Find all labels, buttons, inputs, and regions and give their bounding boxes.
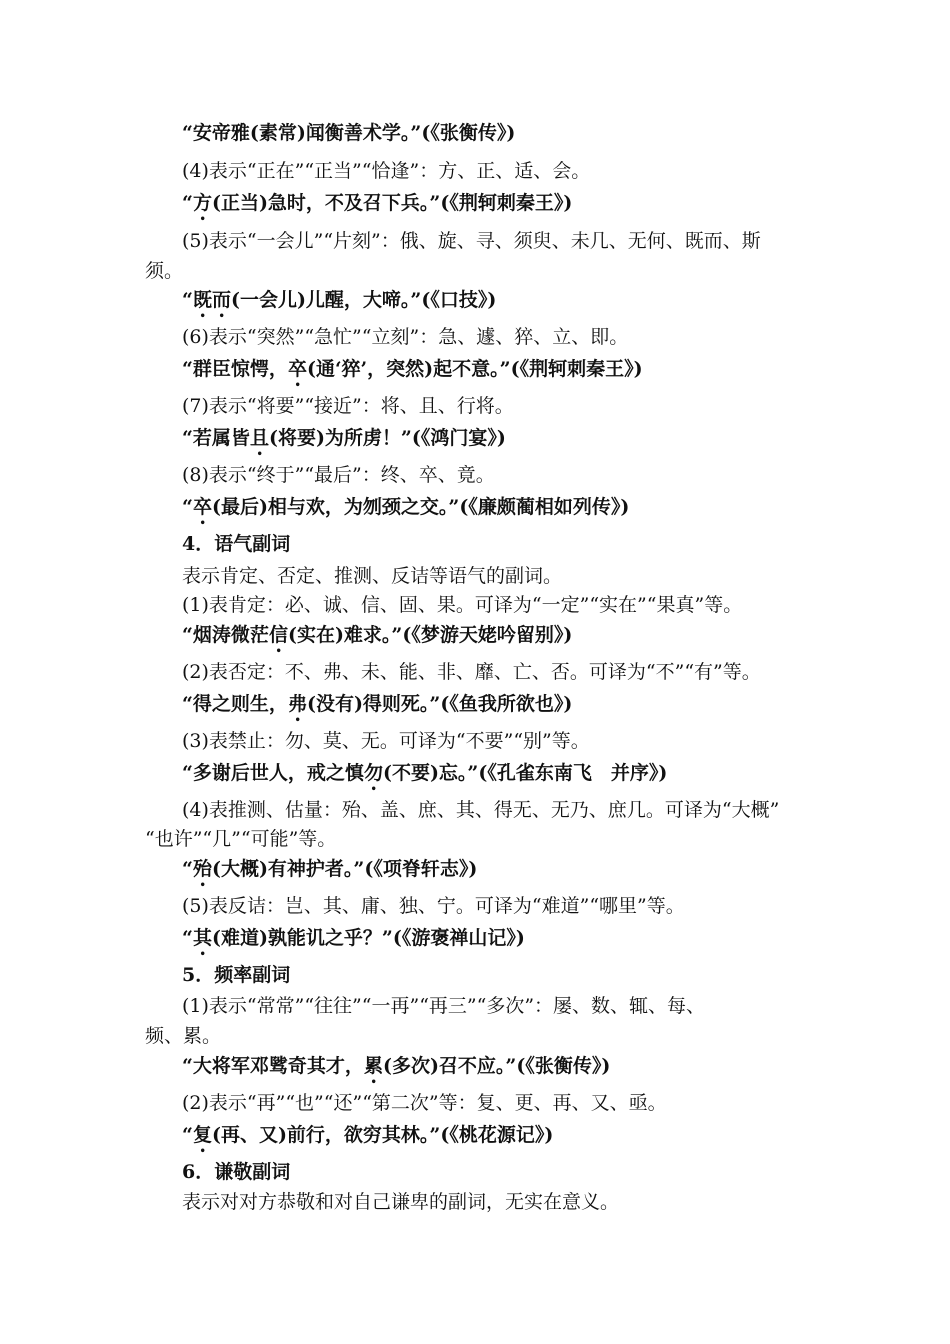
emphasized-word: 复 bbox=[192, 1124, 212, 1146]
text-line: (3)表禁止：勿、莫、无。可译为“不要”“别”等。 bbox=[182, 730, 590, 752]
text-line: (1)表肯定：必、诚、信、固、果。可译为“一定”“实在”“果真”等。 bbox=[182, 594, 743, 616]
emphasized-word: 卒 bbox=[287, 358, 307, 380]
example-line: “复(再、又)前行，欲穷其林。”(《桃花源记》) bbox=[182, 1124, 554, 1146]
text-line: (5)表反诘：岂、其、庸、独、宁。可译为“难道”“哪里”等。 bbox=[182, 895, 685, 917]
example-line: “烟涛微茫信(实在)难求。”(《梦游天姥吟留别》) bbox=[182, 624, 573, 646]
emphasized-word: 累 bbox=[363, 1055, 383, 1077]
emphasized-word: 殆 bbox=[192, 858, 212, 880]
example-line: “安帝雅(素常)闻衡善术学。”(《张衡传》) bbox=[182, 122, 516, 144]
example-line: “其(难道)孰能讥之乎？”(《游褒禅山记》) bbox=[182, 927, 525, 949]
example-line: “卒(最后)相与欢，为刎颈之交。”(《廉颇蔺相如列传》) bbox=[182, 496, 630, 518]
emphasized-word: 其 bbox=[192, 927, 212, 949]
section-heading: 4．语气副词 bbox=[182, 533, 291, 555]
text-line: 表示肯定、否定、推测、反诘等语气的副词。 bbox=[182, 565, 563, 587]
emphasized-word: 且 bbox=[249, 427, 269, 449]
text-line: 频、累。 bbox=[145, 1025, 222, 1047]
emphasized-word: 弗 bbox=[287, 693, 307, 715]
text-line: (4)表示“正在”“正当”“恰逢”：方、正、适、会。 bbox=[182, 160, 591, 182]
text-line: (1)表示“常常”“往往”“一再”“再三”“多次”：屡、数、辄、每、 bbox=[182, 995, 706, 1017]
text-line: 表示对对方恭敬和对自己谦卑的副词，无实在意义。 bbox=[182, 1191, 620, 1213]
example-line: “殆(大概)有神护者。”(《项脊轩志》) bbox=[182, 858, 478, 880]
text-line: “也许”“几”“可能”等。 bbox=[145, 828, 337, 850]
example-line: “方(正当)急时，不及召下兵。”(《荆轲刺秦王》) bbox=[182, 192, 573, 214]
section-heading: 6．谦敬副词 bbox=[182, 1161, 291, 1183]
example-line: “群臣惊愕，卒(通‘猝’，突然)起不意。”(《荆轲刺秦王》) bbox=[182, 358, 643, 380]
example-line: “若属皆且(将要)为所虏！”(《鸿门宴》) bbox=[182, 427, 506, 449]
emphasized-word: 方 bbox=[192, 192, 212, 214]
example-line: “既而(一会儿)儿醒，大啼。”(《口技》) bbox=[182, 289, 497, 311]
emphasized-word: 信 bbox=[268, 624, 288, 646]
text-line: (4)表推测、估量：殆、盖、庶、其、得无、无乃、庶几。可译为“大概” bbox=[182, 799, 780, 821]
example-line: “大将军邓骘奇其才，累(多次)召不应。”(《张衡传》) bbox=[182, 1055, 611, 1077]
example-line: “多谢后世人，戒之慎勿(不要)忘。”(《孔雀东南飞 并序》) bbox=[182, 762, 668, 784]
emphasized-word: 卒 bbox=[192, 496, 212, 518]
text-line: (6)表示“突然”“急忙”“立刻”：急、遽、猝、立、即。 bbox=[182, 326, 629, 348]
text-line: 须。 bbox=[145, 260, 184, 282]
text-line: (8)表示“终于”“最后”：终、卒、竟。 bbox=[182, 464, 495, 486]
text-line: (5)表示“一会儿”“片刻”：俄、旋、寻、须臾、未几、无何、既而、斯 bbox=[182, 230, 761, 252]
section-heading: 5．频率副词 bbox=[182, 964, 291, 986]
example-line: “得之则生，弗(没有)得则死。”(《鱼我所欲也》) bbox=[182, 693, 573, 715]
text-line: (2)表示“再”“也”“还”“第二次”等：复、更、再、又、亟。 bbox=[182, 1092, 667, 1114]
emphasized-word: 既而 bbox=[192, 289, 231, 311]
text-line: (2)表否定：不、弗、未、能、非、靡、亡、否。可译为“不”“有”等。 bbox=[182, 661, 761, 683]
emphasized-word: 勿 bbox=[363, 762, 383, 784]
text-line: (7)表示“将要”“接近”：将、且、行将。 bbox=[182, 395, 514, 417]
